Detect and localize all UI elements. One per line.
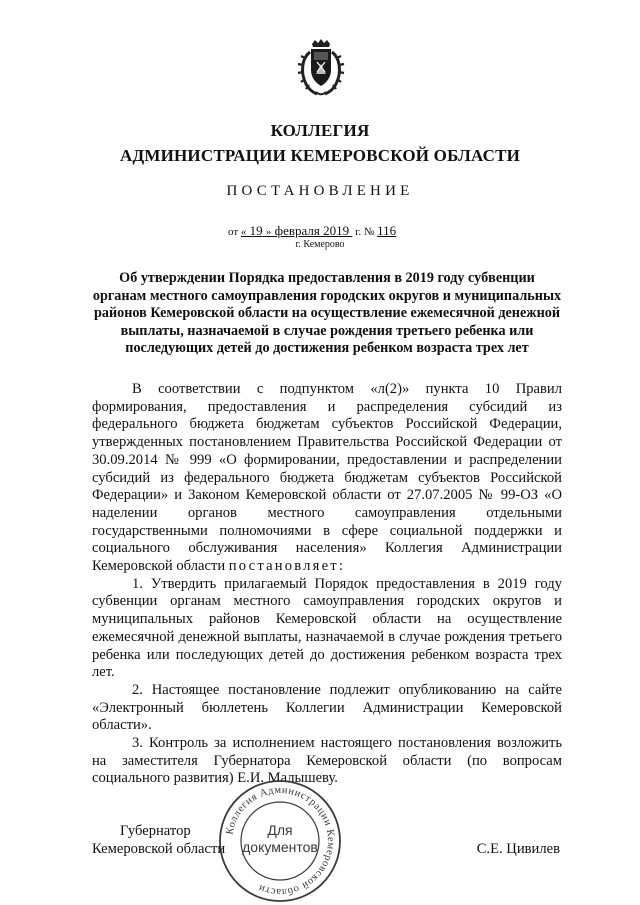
place: г. Кемерово	[295, 239, 345, 250]
document-number: 116	[377, 223, 397, 238]
signature-name: С.Е. Цивилев	[476, 841, 560, 857]
signature-position-line-2: Кемеровской области	[92, 840, 226, 857]
document-type: ПОСТАНОВЛЕНИЕ	[226, 183, 414, 199]
number-sign: №	[363, 226, 375, 238]
signature-position-line-1: Губернатор	[120, 823, 191, 839]
date-year-suffix: г.	[355, 226, 362, 238]
document-body	[92, 381, 562, 788]
signature-position	[92, 823, 225, 858]
date-line	[228, 223, 396, 239]
header-line-2: АДМИНИСТРАЦИИ КЕМЕРОВСКОЙ ОБЛАСТИ	[119, 146, 521, 165]
stamp-center-line-1: Для	[267, 822, 293, 838]
stamp-center-line-2: документов	[242, 839, 318, 855]
item-1: 1. Утвердить прилагаемый Порядок предоставления в 2019 году субвенции органам местного самоуправления городских округов и муниципальных районов Кемеровской области на осуществление ежемесячной денежной выплаты, назначаемой в случае рождения третьего ребенка или последующих детей до достижения ребенком возраста трех лет.	[92, 575, 562, 681]
stamp-ring-text: Коллегия Администрации Кемеровской области	[224, 784, 337, 898]
document-title: Об утверждении Порядка предоставления в 2019 году субвенции органам местного самоуправления городских округов и муниципальных районов Кемеровской области на осуществление ежемесячной денежной выплаты, назначаемой в случае рождения третьего ребенка или последующих детей до достижения ребенком возраста трех лет	[92, 270, 562, 357]
item-3: 3. Контроль за исполнением настоящего постановления возложить на заместителя Губернатора Кемеровской области (по вопросам социального развития) Е.И. Малышеву.	[92, 735, 562, 787]
preamble-text: В соответствии с подпунктом «л(2)» пункта 10 Правил формирования, предоставления и распределения субсидий из федерального бюджета бюджетам субъектов Российской Федерации, утвержденных постановлением Правительства Российской Федерации от 30.09.2014 № 999 «О формировании, предоставлении и распределении субсидий из федерального бюджета бюджетам субъектов Российской Федерации» и Законом Кемеровской области от 27.07.2005 № 99-ОЗ «О наделении органов местного самоуправления отдельными государственными полномочиями в сфере социальной поддержки и социального обслуживания населения» Коллегия Администрации Кемеровской области	[92, 381, 562, 575]
date-month-year: февраля 2019	[274, 223, 350, 238]
header-line-1: КОЛЛЕГИЯ	[270, 121, 370, 140]
coat-of-arms-icon	[296, 38, 346, 98]
item-2: 2. Настоящее постановление подлежит опубликованию на сайте «Электронный бюллетень Коллегии Администрации Кемеровской области».	[92, 681, 562, 734]
date-prefix: от	[228, 226, 239, 238]
date-day-group	[241, 223, 352, 238]
preamble-end: постановляет:	[228, 558, 346, 575]
date-day: 19	[249, 223, 263, 238]
date-open-quote: «	[240, 226, 247, 238]
official-stamp	[216, 777, 344, 905]
date-close-quote: »	[265, 226, 272, 238]
preamble-paragraph	[92, 381, 562, 576]
